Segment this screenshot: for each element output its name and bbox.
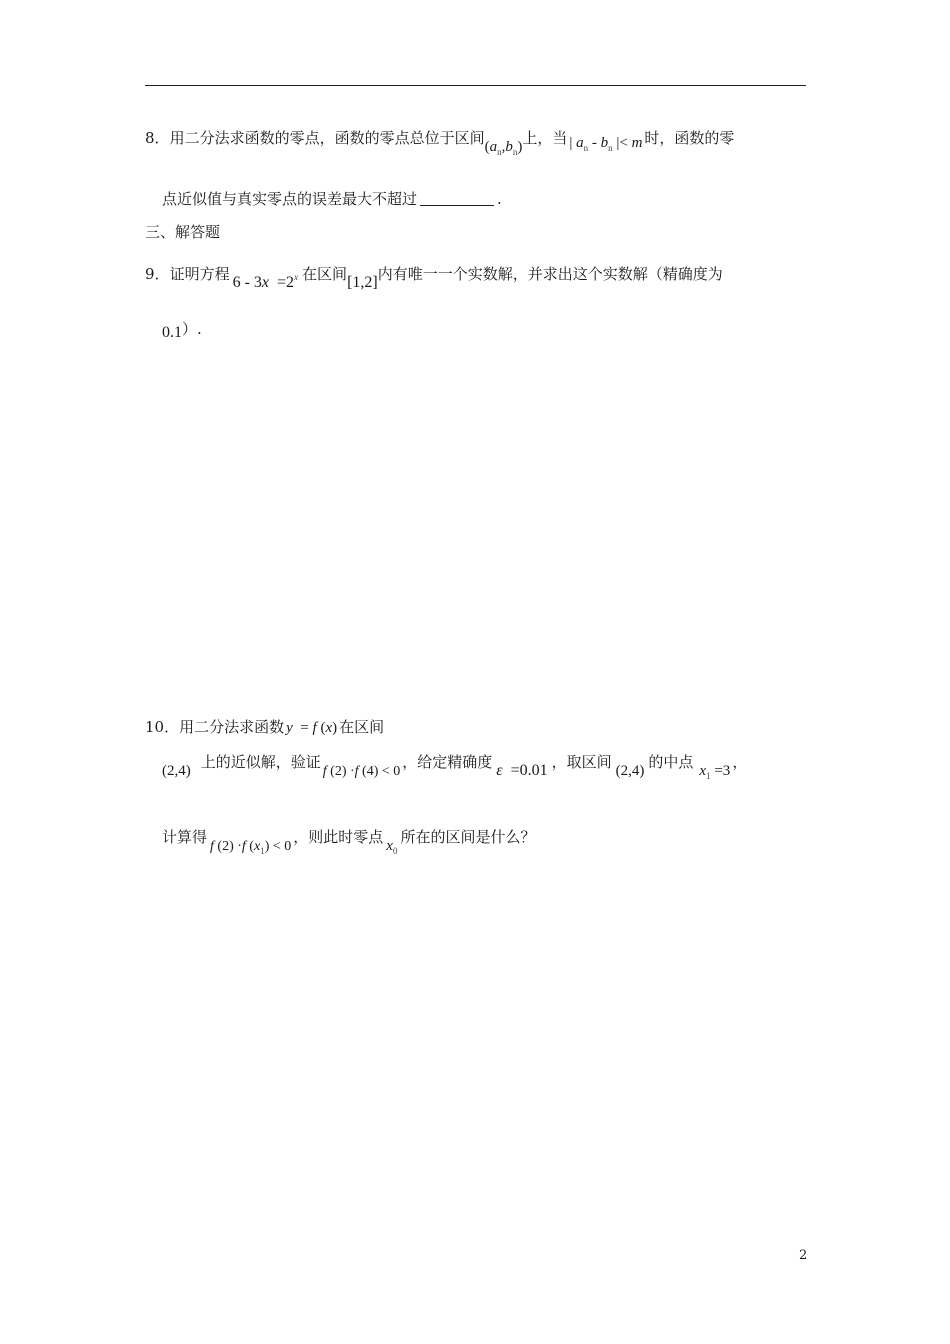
- q10-text-a: 用二分法求函数: [179, 718, 285, 736]
- q8-answer-blank[interactable]: [420, 191, 494, 206]
- q8-text-c: 时，函数的零: [644, 129, 735, 147]
- q10-text-d: ，给定精确度: [402, 753, 493, 771]
- q10-func: y = f (x): [286, 720, 338, 736]
- header-rule: [145, 85, 806, 86]
- q8-interval: $(a_n,b_n)$: [484, 139, 523, 157]
- q8-text-a: 用二分法求函数的零点，函数的零点总位于区间: [169, 129, 485, 147]
- q8-condition: | $a_n - b_n$ |< m: [569, 135, 643, 153]
- q10-text-i: ，则此时零点: [293, 828, 384, 846]
- section-title: 三、解答题: [145, 223, 221, 241]
- q10-text-c: 上的近似解，验证: [200, 753, 321, 771]
- q10-text-j: 所在的区间是什么？: [400, 828, 536, 846]
- q10-text-b: 在区间: [339, 718, 385, 736]
- q10-number: 10: [145, 718, 165, 736]
- q8-line-2: 点近似值与真实零点的误差最大不超过 .: [162, 190, 502, 208]
- page-number: 2: [799, 1248, 808, 1263]
- q9-text-d: ）.: [182, 320, 202, 338]
- q10-text-h: 计算得: [162, 828, 208, 846]
- q10-epsilon: ε =0.01: [496, 762, 548, 779]
- q9-number: 9: [145, 265, 155, 283]
- q10-text-g: ，: [732, 753, 748, 771]
- q9-precision: 0.1: [162, 324, 182, 341]
- q9-text-c: 内有唯一一个实数解，并求出这个实数解（精确度为: [377, 265, 723, 283]
- q8-number: 8: [145, 129, 155, 147]
- q8-text-d: 点近似值与真实零点的误差最大不超过: [162, 190, 418, 208]
- q10-line-2: [162, 752, 748, 781]
- q9-text-a: 证明方程: [169, 265, 230, 283]
- q9-equation: $6 - 3x =2^x$: [232, 272, 299, 291]
- q8-text-b: 上，当: [522, 129, 568, 147]
- q10-interval2: (2,4): [615, 763, 645, 779]
- q9-line-2: [162, 319, 202, 340]
- q10-check2: f (2) ·f $(x_1) < 0$: [210, 839, 292, 856]
- q10-line-1: 10．用二分法求函数 y = f (x) 在区间: [145, 718, 385, 736]
- q9-interval: [1,2]: [347, 274, 378, 291]
- q10-midpoint: $x_1 =3$: [699, 763, 731, 781]
- q9-line-1: 9．证明方程 $6 - 3x =2^x$ 在区间[1,2]内有唯一一个实数解，并求出这个实数解（精确度为: [145, 265, 723, 291]
- q10-zero: $x_0$: [386, 838, 398, 856]
- q10-line-3: [162, 827, 536, 856]
- q10-text-f: 的中点: [648, 753, 694, 771]
- q9-text-b: 在区间: [302, 265, 348, 283]
- q10-interval: (2,4): [162, 763, 191, 779]
- q10-check: f (2) ·f (4) < 0: [322, 764, 401, 779]
- q10-text-e: ，取区间: [551, 753, 612, 771]
- q8-line-1: 8．用二分法求函数的零点，函数的零点总位于区间$(a_n,b_n)$上，当 | $a_n - b_n$ |< m 时，函数的零: [145, 129, 735, 157]
